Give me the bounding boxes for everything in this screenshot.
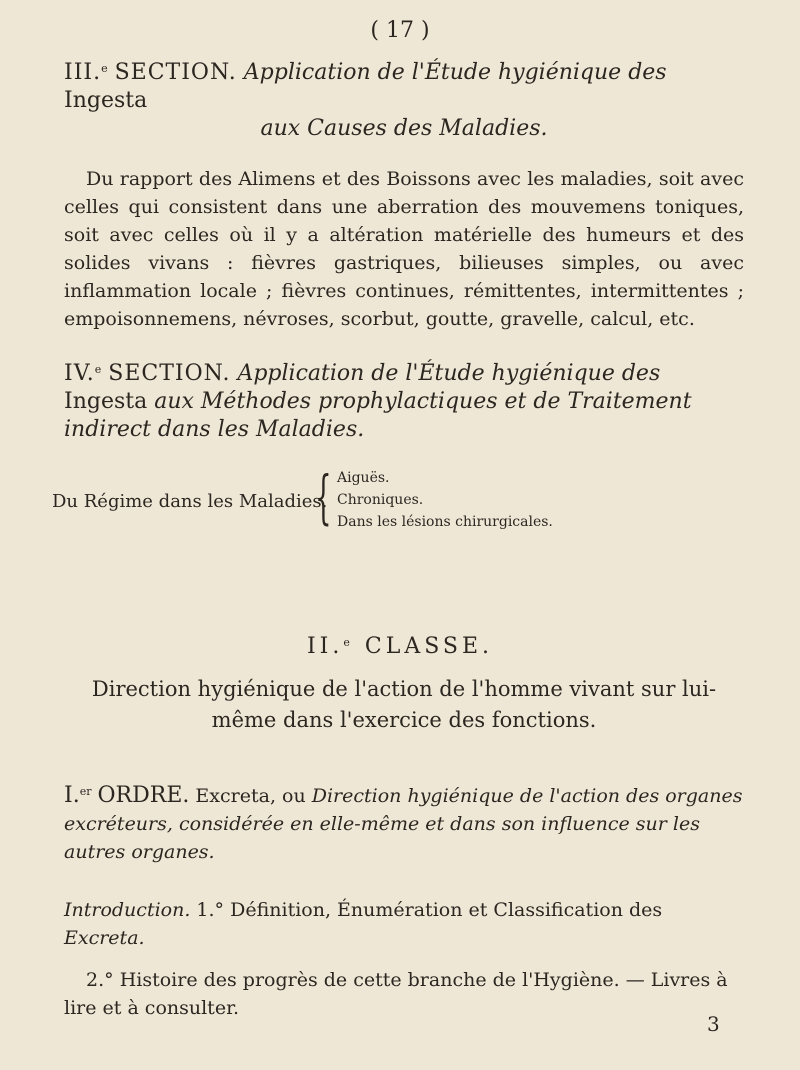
section-3-word: SECTION. <box>114 60 237 85</box>
regime-table <box>52 465 652 535</box>
introduction-item-1-text: Définition, Énumération et Classification des <box>230 899 663 921</box>
introduction-item-2-num: 2.° <box>86 969 114 991</box>
ordre-roman: Excreta, ou <box>195 785 306 807</box>
introduction-item-2-text: Histoire des progrès de cette branche de l'Hygiène. — Livres à lire et à consulter. <box>64 969 728 1019</box>
section-4-word: SECTION. <box>108 361 231 386</box>
ordre-italic: Direction hygiénique de l'action des organes excréteurs, considérée en elle-même et dans son influence sur les autres organes. <box>64 785 743 863</box>
ordre <box>64 778 744 866</box>
section-3 <box>64 55 744 333</box>
page-number-top: ( 17 ) <box>370 18 430 43</box>
regime-item: Dans les lésions chirurgicales. <box>337 514 553 530</box>
section-4-label: IV. <box>64 361 95 386</box>
section-4-title-italic: Application de l'Étude hygiénique des <box>237 361 661 386</box>
section-3-sup: e <box>101 62 108 75</box>
section-4-sup: e <box>94 363 102 376</box>
section-4-heading <box>64 356 744 444</box>
introduction-item-2 <box>64 966 744 1022</box>
section-3-body: Du rapport des Alimens et des Boissons avec les maladies, soit avec celles qui consistent dans une aberration des mouvemens toniques, soit avec celles où il y a altération matérielle des humeurs et des solides vivans : fièvres gastriques, bilieuses simples, ou avec inflammation locale ; fièvres continues, rémittentes, intermittentes ; empoisonnemens, névroses, scorbut, goutte, gravelle, calcul, etc. <box>64 168 744 330</box>
section-3-title-roman: Ingesta <box>64 88 148 113</box>
classe-heading <box>0 634 800 659</box>
section-3-heading <box>64 55 744 143</box>
introduction <box>64 896 744 1022</box>
classe-label: II. <box>306 634 344 659</box>
section-4 <box>64 356 744 444</box>
section-3-label: III. <box>64 60 102 85</box>
regime-item: Aiguës. <box>337 470 390 486</box>
introduction-item-1-italic: Excreta. <box>64 927 145 949</box>
ordre-paragraph <box>64 778 744 866</box>
section-4-title-roman: Ingesta <box>64 389 148 414</box>
introduction-item-1 <box>64 896 744 952</box>
introduction-item-1-num: 1.° <box>196 899 225 921</box>
ordre-label: I. <box>64 783 80 808</box>
ordre-word: ORDRE. <box>97 783 190 808</box>
classe-sup: e <box>343 636 354 649</box>
regime-item: Chroniques. <box>337 492 424 508</box>
classe-word: CLASSE. <box>364 634 494 659</box>
brace-icon: { <box>315 463 332 531</box>
direction-title: Direction hygiénique de l'action de l'homme vivant sur lui-même dans l'exercice des fonctions. <box>91 677 717 732</box>
section-3-title-line2: aux Causes des Maladies. <box>260 116 548 141</box>
ordre-sup: er <box>79 785 92 798</box>
section-3-title-italic: Application de l'Étude hygiénique des <box>243 60 667 85</box>
introduction-label: Introduction. <box>64 899 191 921</box>
section-4-title-rest: aux Méthodes prophylactiques et de Traitement indirect dans les Maladies. <box>64 389 692 442</box>
regime-list <box>337 467 553 533</box>
regime-label: Du Régime dans les Maladies. <box>52 491 328 512</box>
signature-mark: 3 <box>707 1012 720 1036</box>
